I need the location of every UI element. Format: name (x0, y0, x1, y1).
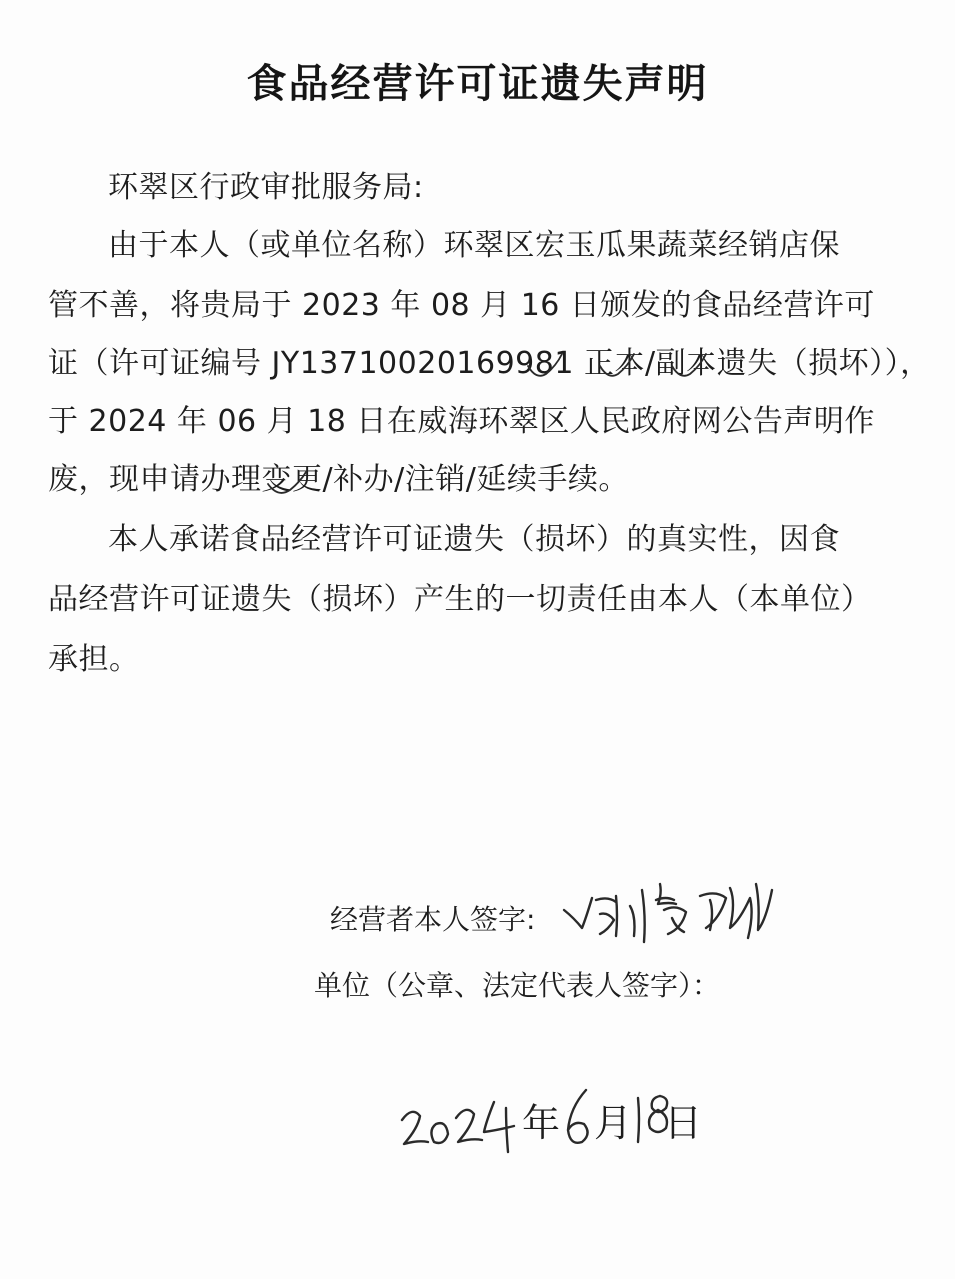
paragraph1-line1: 由于本人（或单位名称）环翠区宏玉瓜果蔬菜经销店保 (108, 228, 840, 263)
date-month-unit: 月 (594, 1101, 633, 1145)
handwritten-year (398, 1090, 528, 1160)
paragraph1-line3: 证（许可证编号 JY13710020169981 正本/副本遗失（损坏））， (48, 346, 931, 381)
paragraph2-line2: 品经营许可证遗失（损坏）产生的一切责任由本人（本单位） (48, 582, 872, 617)
date-year-unit: 年 (522, 1101, 561, 1145)
paragraph1-line2: 管不善，将贵局于 2023 年 08 月 16 日颁发的食品经营许可 (48, 288, 875, 323)
date-day-unit: 日 (664, 1101, 703, 1145)
paragraph1-line4: 于 2024 年 06 月 18 日在威海环翠区人民政府网公告声明作 (48, 404, 875, 439)
document-title: 食品经营许可证遗失声明 (246, 61, 709, 107)
paragraph2-line3: 承担。 (48, 642, 140, 677)
paragraph1-line5: 废，现申请办理变更/补办/注销/延续手续。 (48, 462, 629, 497)
handwritten-signature (560, 870, 790, 950)
paragraph2-line1: 本人承诺食品经营许可证遗失（损坏）的真实性，因食 (108, 522, 840, 557)
seal-label: 单位（公章、法定代表人签字）： (314, 969, 721, 1002)
addressee: 环翠区行政审批服务局: (108, 170, 424, 205)
signature-label: 经营者本人签字: (330, 903, 536, 936)
